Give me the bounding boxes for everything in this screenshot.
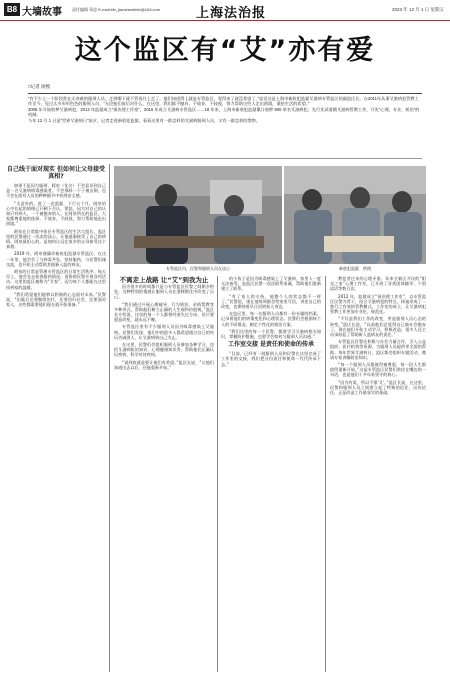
newspaper-masthead: 上海法治报: [196, 6, 267, 21]
title-divider: [28, 93, 422, 94]
paragraph: 2019 年，阿泉被确诊新收犯监狱专管监区。在这一年里，他学会了与病毒共处，坚持服药，与民警坦诚交流，也开始主动帮助其他新入监的病友。: [6, 251, 106, 267]
column-3-subheading: 工作室交接 是责任和使命的传承: [227, 341, 315, 349]
paragraph: 阿泉的日常是管理专管监区的日常生活秩序。每天早上，他会先去检查服药情况，再协助民警开展各项活动。这里的监区被称为“艾家”，因为每个人都能在这里找到家的温暖。: [6, 269, 106, 290]
paragraph: 专管监区民警还积极与社会力量合作，引入公益组织、医疗机构等资源，为服刑人员提供更全面的帮助。每年世界艾滋病日，监区都会组织专题活动，邀请专家讲解防治知识。: [330, 339, 426, 360]
paragraph: 阿泉在日常狱中担任专管监区的生活大组长，监区里的民警通过一次次的谈心，让他逐渐接受了自己的病情。阿泉最担心的，是如何让远在家乡的父母接受这个真相。: [6, 228, 106, 250]
paragraph: “说到底就是要让他们有希望。”监区长说，“让他们知道出去以后，还能重新开始。”: [114, 359, 214, 370]
paragraph: “有了家人的支持，他整个人的状态都不一样了。”民警说，现在他每周都会给家里写信，讲述自己的改变，也期待着早日回到家人身边。: [221, 293, 321, 310]
intro-divider: [28, 158, 422, 159]
column-2: [114, 276, 214, 672]
paragraph: “我们希望他们能够以积极的心态面对未来。”民警说，“出狱后还要继续治疗，还要回归社会，还要面对家人，这些都需要他们现在就开始准备。”: [6, 291, 106, 308]
paragraph: “太意外的。进了一次监狱，下行五个月，阿泉的心中长起的情绪已只剩下否认，愤怒，因为对自己的认知只有病人，一个被抛弃的人。在阿泉所在的监区，大家都尊重他的选择，不放弃，不歧视，努力帮助他走出困境。”: [6, 200, 106, 227]
byline: □记者 徐熙: [28, 84, 50, 89]
page-number-badge: B8: [4, 3, 20, 16]
editor-credit: 责任编辑 章思 E-mail:bfz_jianshenbfzb@163.com: [72, 7, 161, 12]
article-intro: “有不少上一个阶段常在无奈难的服刑人员，走到哪下就不管再往上走了。他们知道得上就是专管监区，觉得来了就没希望了。”说话这是上海市新收犯监狱艾滋病专管监区的副监区长。自2011年从事艾滋病犯管教工作至今，见过太多形形色色的服刑人员，“无论他们前后对什么，在这里，我们都不抛弃，不放弃，不歧视，努力帮助这些人走出困境，重拾生活的希望。” 2005 年开始收押艾滋病犯，2012 年监狱成立“预决理工作室”，2016 年成立艾滋病专管监区……18 年来，上海市新收犯监狱累计收押 900 余名艾滋病犯，先行先试着摸艾滋病管教工作，开发“心理，专业，矫治”的机制。 今年 12 月 1 日是“世界艾滋病日”前夕，记者走进新收犯监狱，看看这里有一群怎样的艾滋病服刑人员，又有一群怎样的警察。: [28, 96, 420, 123]
photo-officer-and-inmate: [114, 166, 282, 264]
paragraph: “每一个服刑人员都值得被尊重，每一段人生都值得重新开始。”这是专管监区民警们常挂在嘴边的一句话，也是他们十多年来坚守的初心。: [330, 362, 426, 378]
paragraph: “我们这里的每一个民警，都要学习艾滋病相关知识，掌握防护措施，也要学会如何与服刑人员沟通。”: [221, 328, 321, 340]
paragraph: “目前，已经有一批服刑人员和民警在这里完成了工作室的交接，我们把这份责任和使命一代代传承下去。”: [221, 351, 321, 367]
paragraph: 如果不是因为服刑，阿泉（化名）不会意识到自己是一名艾滋病病毒感染者。不会那样一下子被击倒，也不会在面对人员的种种细节中找到安全感。: [6, 183, 106, 199]
paragraph: 教犯者过来的心理矛盾。年来全新区开设的“阳光之家”心理工作室，已开展了各类团体辅导、个别谈话等数百次。: [330, 276, 426, 292]
section-name: 大墙故事: [22, 7, 62, 18]
paragraph: 的小伙子是因为吸毒感染上了艾滋病，家里人一度无法接受，是监区民警一次次联系家属，帮助他们重新建立了联系。: [221, 276, 321, 292]
photo-inmates-playing-chess: [284, 166, 426, 264]
paragraph: “不仅是我们工作的改变，更是服刑人员心态的转变。”监区长说，“以前他们总觉得自己被社会抛弃了，现在他们开始主动学习，积极改造，很多人还主动承担起了帮助新入监病友的责任。”: [330, 316, 426, 338]
photo-caption-left: 专管监区内，民警和服刑人员在谈心: [166, 266, 230, 271]
article-title: 这个监区有“艾”亦有爱: [74, 35, 376, 66]
column-rule: [109, 164, 110, 672]
column-rule: [325, 276, 326, 672]
column-2-headline: 不离走上战路 让“艾”到我为止: [119, 276, 209, 284]
paragraph: 在这里，民警们会组织服刑人员参加各种学习，包括艾滋病防治知识、心理健康知识等，帮助他们正确认识疾病、科学对待疾病。: [114, 342, 214, 358]
issue-date: 2023 年 12 月 1 日 星期五: [391, 7, 444, 12]
paragraph: 2012 年，监狱成立“预决理工作室”，以专管监区民警为骨干，结合艾滋病犯的特点，探索形成了一套行之有效的管教模式。工作室的成立，让艾滋病犯管教工作更加专业化、规范化。: [330, 293, 426, 315]
column-4: [330, 276, 426, 672]
paragraph: 因为很多的时间都只是与专管监区民警之间朝夕相处，这种特别的情感让服刑人员在潜移默化中改变了自己。: [114, 284, 214, 300]
paragraph: 专管监区里有不少服刑人员因为吸毒感染上艾滋病。民警们发现，他们中的很多人都希望通过自己的经历告诫别人，让艾滋病到自己为止。: [114, 324, 214, 340]
column-1-subheading: 自己线于面对现实 但如何让父母接受真相?: [6, 166, 106, 180]
paragraph: “因为有爱，所以不惧‘艾’。”监区长说，在这里，民警和服刑人员之间建立起了特殊的信任，这份信任，正是改造工作最坚实的基础。: [330, 379, 426, 396]
paragraph: “我们通过开展心理辅导、行为矫治、亲情帮教等多种形式，帮助他们树立正确的人生观和价值观。”监区长介绍说，这里的每一个人都曾经迷失过方向，但只要愿意改变，就永远不晚。: [114, 301, 214, 323]
photo-caption-right: 新收犯监狱 供图: [339, 266, 371, 271]
paragraph: 在监区里，每一名服刑人员都有一份专属的档案，记录着他们的病情变化和心理状态。民警们会根据每个人的不同情况，制定个性化的矫治方案。: [221, 311, 321, 327]
column-1: [6, 164, 106, 672]
column-3: [221, 276, 321, 672]
column-rule: [217, 276, 218, 672]
